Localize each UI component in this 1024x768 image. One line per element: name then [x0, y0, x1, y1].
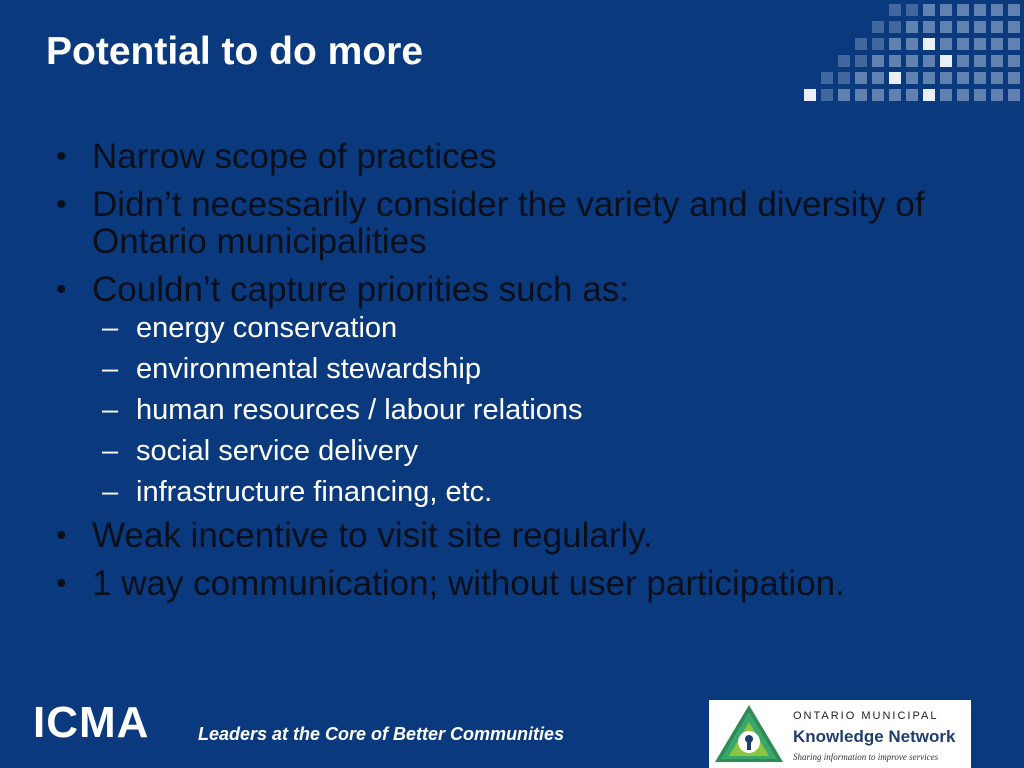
mosaic-square: [957, 89, 969, 101]
mosaic-square: [974, 89, 986, 101]
mosaic-square: [940, 38, 952, 50]
mosaic-square: [957, 55, 969, 67]
mosaic-square: [906, 55, 918, 67]
mosaic-square: [855, 55, 867, 67]
mosaic-square: [991, 21, 1003, 33]
bullet-marker: •: [56, 567, 67, 600]
slide-title: Potential to do more: [46, 30, 424, 73]
sub-bullet-item: [56, 353, 986, 385]
mosaic-square: [940, 21, 952, 33]
sub-bullet-item: [56, 312, 986, 344]
mosaic-square: [940, 55, 952, 67]
mosaic-square: [906, 4, 918, 16]
mosaic-square: [923, 72, 935, 84]
mosaic-square: [872, 21, 884, 33]
mosaic-square: [957, 38, 969, 50]
bullet-item: [56, 271, 986, 308]
bullet-marker: •: [56, 273, 67, 306]
bullet-text: Didn’t necessarily consider the variety and diversity of Ontario municipalities: [92, 185, 925, 261]
sub-bullet-marker: –: [102, 394, 119, 426]
bullet-text: Narrow scope of practices: [92, 137, 497, 176]
sub-bullet-marker: –: [102, 312, 119, 344]
sub-bullet-text: energy conservation: [136, 312, 398, 344]
mosaic-square: [923, 38, 935, 50]
mosaic-square: [940, 72, 952, 84]
mosaic-square: [838, 89, 850, 101]
mosaic-square: [855, 89, 867, 101]
omkn-line1: ONTARIO MUNICIPAL: [793, 710, 939, 722]
sub-bullet-text: human resources / labour relations: [136, 394, 583, 426]
sub-bullet-text: environmental stewardship: [136, 353, 481, 385]
mosaic-square: [974, 55, 986, 67]
mosaic-square: [889, 38, 901, 50]
mosaic-square: [991, 4, 1003, 16]
mosaic-square: [957, 21, 969, 33]
mosaic-square: [889, 55, 901, 67]
mosaic-square: [906, 72, 918, 84]
mosaic-square: [1008, 55, 1020, 67]
sub-bullet-list: [56, 312, 986, 508]
bullet-item: [56, 186, 986, 260]
mosaic-square: [838, 55, 850, 67]
mosaic-square: [889, 21, 901, 33]
mosaic-square: [804, 89, 816, 101]
mosaic-square: [906, 89, 918, 101]
mosaic-square: [1008, 89, 1020, 101]
mosaic-square: [991, 72, 1003, 84]
omkn-line3: Sharing information to improve services: [793, 752, 939, 762]
mosaic-square: [838, 72, 850, 84]
bullet-text: Weak incentive to visit site regularly.: [92, 516, 653, 555]
mosaic-square: [974, 21, 986, 33]
sub-bullet-item: [56, 435, 986, 467]
mosaic-square: [872, 55, 884, 67]
sub-bullet-item: [56, 476, 986, 508]
mosaic-square: [991, 89, 1003, 101]
bullet-marker: •: [56, 140, 67, 173]
sub-bullet-text: social service delivery: [136, 435, 419, 467]
mosaic-square: [872, 38, 884, 50]
mosaic-square: [974, 72, 986, 84]
decorative-square-pattern: [804, 0, 1024, 104]
mosaic-square: [889, 4, 901, 16]
bullet-marker: •: [56, 188, 67, 221]
mosaic-square: [991, 55, 1003, 67]
mosaic-square: [957, 4, 969, 16]
bullet-marker: •: [56, 519, 67, 552]
sub-bullet-item: [56, 394, 986, 426]
mosaic-square: [1008, 4, 1020, 16]
mosaic-square: [1008, 38, 1020, 50]
mosaic-square: [872, 72, 884, 84]
icma-logo: ICMA: [33, 698, 150, 747]
omkn-line2: Knowledge Network: [793, 727, 956, 746]
mosaic-square: [991, 38, 1003, 50]
mosaic-square: [1008, 72, 1020, 84]
mosaic-square: [923, 89, 935, 101]
sub-bullet-marker: –: [102, 353, 119, 385]
bullet-item: [56, 517, 986, 554]
mosaic-square: [957, 72, 969, 84]
mosaic-square: [974, 4, 986, 16]
mosaic-square: [821, 89, 833, 101]
mosaic-square: [923, 4, 935, 16]
mosaic-square: [906, 21, 918, 33]
mosaic-square: [923, 55, 935, 67]
mosaic-square: [906, 38, 918, 50]
mosaic-square: [889, 72, 901, 84]
sub-bullet-marker: –: [102, 476, 119, 508]
mosaic-square: [872, 89, 884, 101]
slide-content: [56, 138, 986, 613]
omkn-emblem-icon: [713, 702, 785, 766]
mosaic-square: [855, 72, 867, 84]
mosaic-square: [940, 89, 952, 101]
icma-tagline: Leaders at the Core of Better Communities: [198, 724, 565, 744]
bullet-item: [56, 138, 986, 175]
bullet-text: Couldn’t capture priorities such as:: [92, 270, 629, 309]
mosaic-square: [923, 21, 935, 33]
omkn-logo: [709, 700, 971, 768]
mosaic-square: [855, 38, 867, 50]
mosaic-square: [1008, 21, 1020, 33]
sub-bullet-marker: –: [102, 435, 119, 467]
sub-bullet-text: infrastructure financing, etc.: [136, 476, 493, 508]
mosaic-square: [821, 72, 833, 84]
bullet-text: 1 way communication; without user participation.: [92, 564, 845, 603]
mosaic-square: [940, 4, 952, 16]
mosaic-square: [889, 89, 901, 101]
bullet-item: [56, 565, 986, 602]
mosaic-square: [974, 38, 986, 50]
